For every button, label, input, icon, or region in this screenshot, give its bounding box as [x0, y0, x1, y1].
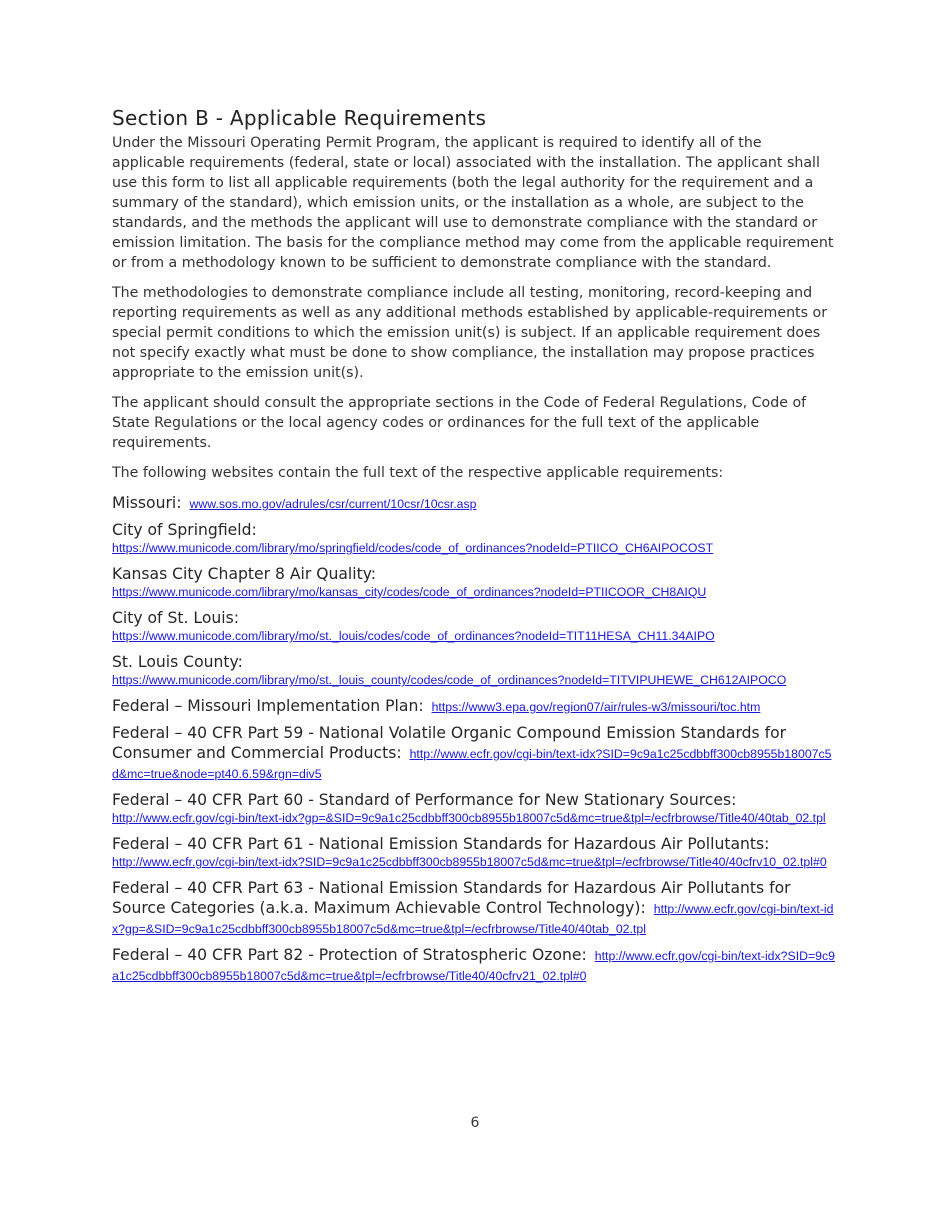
resource-label: St. Louis County:: [112, 653, 243, 671]
resource-link[interactable]: https://www.municode.com/library/mo/st._louis_county/codes/code_of_ordinances?nodeId=TITVIPUHEWE_CH612AIPOCO: [112, 673, 787, 687]
resource-link[interactable]: http://www.ecfr.gov/cgi-bin/text-idx?SID=9c9a1c25cdbbff300cb8955b18007c5d&mc=true&tpl=/ecfrbrowse/Title40/40cfrv21_02.tpl#0: [112, 949, 836, 983]
resource-link[interactable]: http://www.ecfr.gov/cgi-bin/text-idx?SID=9c9a1c25cdbbff300cb8955b18007c5d&mc=true&node=pt40.6.59&rgn=div5: [112, 747, 832, 781]
resource-label: Kansas City Chapter 8 Air Quality:: [112, 565, 377, 583]
resource-label: City of St. Louis:: [112, 609, 239, 627]
consult-paragraph: The applicant should consult the appropriate sections in the Code of Federal Regulations, Code of State Regulations or the local agency codes or ordinances for the full text of the applicable requirements.: [112, 395, 807, 451]
resource-kansas-city: [112, 564, 836, 601]
websites-intro: The following websites contain the full text of the respective applicable requirements:: [112, 465, 724, 481]
resource-label: Federal – 40 CFR Part 82 - Protection of Stratospheric Ozone:: [112, 946, 587, 964]
resource-cfr-part-59: [112, 723, 836, 783]
resource-cfr-part-82: [112, 945, 836, 985]
document-page: [112, 106, 836, 992]
resource-cfr-part-63: [112, 878, 836, 938]
resource-missouri: [112, 493, 836, 513]
resource-label: Federal – 40 CFR Part 60 - Standard of Performance for New Stationary Sources:: [112, 791, 737, 809]
resource-federal-sip: [112, 696, 836, 716]
resource-link[interactable]: https://www.municode.com/library/mo/st._louis/codes/code_of_ordinances?nodeId=TIT11HESA_CH11.34AIPO: [112, 629, 715, 643]
resource-cfr-part-60: [112, 790, 836, 827]
resource-springfield: [112, 520, 836, 557]
section-title: Section B - Applicable Requirements: [112, 106, 487, 130]
intro-paragraph: Under the Missouri Operating Permit Program, the applicant is required to identify all of the applicable requirements (federal, state or local) associated with the installation. The applicant shall use this form to list all applicable requirements (both the legal authority for the requirement and a summary of the standard), which emission units, or the installation as a whole, are subject to the standards, and the methods the applicant will use to demonstrate compliance with the standard or emission limitation. The basis for the compliance method may come from the applicable requirement or from a methodology known to be sufficient to demonstrate compliance with the standard.: [112, 135, 834, 271]
resource-label: Federal – 40 CFR Part 63 - National Emission Standards for Hazardous Air Pollutants for Source Categories (a.k.a. Maximum Achievable Control Technology):: [112, 879, 791, 917]
resource-label: City of Springfield:: [112, 521, 257, 539]
methodology-paragraph: The methodologies to demonstrate compliance include all testing, monitoring, record-keeping and reporting requirements as well as any additional methods established by applicable-requirements or special permit conditions to which the emission unit(s) is subject. If an applicable requirement does not specify exactly what must be done to show compliance, the installation may propose practices appropriate to the emission unit(s).: [112, 285, 828, 381]
resource-link[interactable]: http://www.ecfr.gov/cgi-bin/text-idx?SID=9c9a1c25cdbbff300cb8955b18007c5d&mc=true&tpl=/ecfrbrowse/Title40/40cfrv10_02.tpl#0: [112, 855, 827, 869]
resource-label: Federal – Missouri Implementation Plan:: [112, 697, 424, 715]
resource-cfr-part-61: [112, 834, 836, 871]
resource-link[interactable]: https://www.municode.com/library/mo/springfield/codes/code_of_ordinances?nodeId=PTIICO_CH6AIPOCOST: [112, 541, 714, 555]
resource-link[interactable]: www.sos.mo.gov/adrules/csr/current/10csr/10csr.asp: [189, 497, 477, 511]
resource-link[interactable]: https://www3.epa.gov/region07/air/rules-w3/missouri/toc.htm: [431, 700, 761, 714]
resource-label: Federal – 40 CFR Part 59 - National Volatile Organic Compound Emission Standards for Consumer and Commercial Products:: [112, 724, 787, 762]
resource-label: Federal – 40 CFR Part 61 - National Emission Standards for Hazardous Air Pollutants:: [112, 835, 770, 853]
page-number: 6: [470, 1115, 480, 1131]
resource-link[interactable]: http://www.ecfr.gov/cgi-bin/text-idx?gp=&SID=9c9a1c25cdbbff300cb8955b18007c5d&mc=true&tpl=/ecfrbrowse/Title40/40tab_02.tpl: [112, 811, 826, 825]
resource-st-louis-county: [112, 652, 836, 689]
resource-link[interactable]: https://www.municode.com/library/mo/kansas_city/codes/code_of_ordinances?nodeId=PTIICOOR_CH8AIQU: [112, 585, 707, 599]
resource-label: Missouri:: [112, 494, 182, 512]
resource-link[interactable]: http://www.ecfr.gov/cgi-bin/text-idx?gp=&SID=9c9a1c25cdbbff300cb8955b18007c5d&mc=true&tpl=/ecfrbrowse/Title40/40tab_02.tpl: [112, 902, 834, 936]
resource-st-louis-city: [112, 608, 836, 645]
